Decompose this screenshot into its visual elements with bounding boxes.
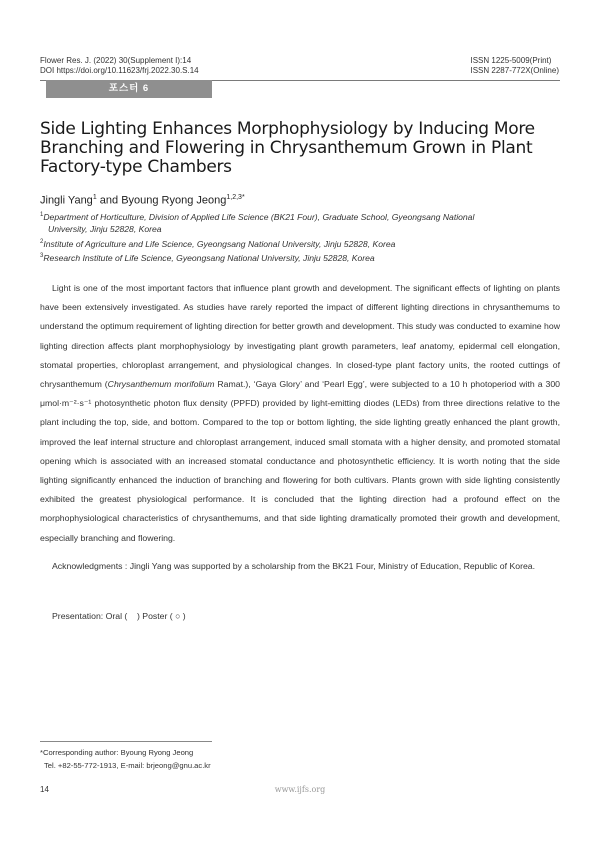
author-1: Jingli Yang — [40, 194, 93, 207]
abstract — [40, 279, 560, 548]
issn-block — [471, 56, 560, 76]
issn-online: ISSN 2287-772X(Online) — [470, 66, 559, 75]
doi-text[interactable]: DOI https://doi.org/10.11623/frj.2022.30.S.14 — [40, 66, 199, 75]
site-url[interactable]: www.ijfs.org — [274, 785, 326, 794]
acknowledgments: Acknowledgments : Jingli Yang was supported by a scholarship from the BK21 Four, Ministry of Education, Republic of Korea. — [52, 561, 536, 571]
paper-title: Side Lighting Enhances Morphophysiology by Inducing More Branching and Flowering in Chrysanthemum Grown in Plant Factory-type Chambers — [40, 119, 535, 177]
abstract-part-2: Ramat.), ‘Gaya Glory’ and ‘Pearl Egg’, were subjected to a 10 h photoperiod with a 300 μmol·m⁻²·s⁻¹ photosynthetic photon flux density (PPFD) provided by light-emitting diodes (LEDs) from three directions relative to the plant including the top, side, and bottom. Compared to the top or bottom lighting, the side lighting greatly enhanced the plant growth, improved the leaf internal structure and chloroplast arrangement, induced small stomata with a higher density, and promoted stomatal opening which is associated with an increased stomatal conductance and photosynthetic efficiency. It is worth noting that the side lighting significantly enhanced the induction of branching and flowering for both cultivars. Plants grown with side lighting consistently exhibited the greatest physiological performance. It is concluded that the lighting direction had a profound effect on the morphophysiological characteristics of chrysanthemums, and that side lighting dramatically promoted their growth and development, especially branching and flowering. — [40, 379, 561, 543]
presentation-type: Presentation: Oral ( ) Poster ( ○ ) — [52, 611, 186, 621]
author-2: Byoung Ryong Jeong — [121, 194, 227, 207]
corresponding-author: *Corresponding author: Byoung Ryong Jeong — [40, 748, 194, 757]
journal-header — [40, 56, 199, 76]
affiliation-2: $^2$Institute of Agriculture and Life Science, Gyeongsang National University, Jinju 52828, Korea — [40, 238, 396, 249]
affiliation-1: $^1$Department of Horticulture, Division of Applied Life Science (BK21 Four), Graduate School, Gyeongsang National — [40, 211, 475, 222]
affiliation-3: $^3$Research Institute of Life Science, Gyeongsang National University, Jinju 52828, Korea — [40, 253, 375, 264]
page-number: 14 — [40, 785, 49, 794]
abstract-part-1: Light is one of the most important factors that influence plant growth and development. The significant effects of lighting on plants have been extensively investigated. As studies have rarely reported the impact of different lighting directions in chrysanthemums to understand the optimum requirement of lighting direction for better growth and development. This study was conducted to examine how lighting direction affects plant morphophysiology by investigating plant growth parameters, leaf anatomy, epidermal cell elongation, stomatal properties, chloroplast arrangement, and physiological changes. In closed-type plant factory units, the rooted cuttings of chrysanthemum ( — [40, 283, 560, 390]
author-line — [40, 194, 245, 207]
author-1-sup: 1 — [92, 194, 97, 201]
footnote-divider — [40, 741, 212, 742]
footnote — [40, 746, 211, 772]
affiliations — [40, 209, 560, 265]
contact-info: Tel. +82-55-772-1913, E-mail: brjeong@gnu.ac.kr — [44, 761, 211, 770]
author-2-sup: 1,2,3* — [226, 194, 245, 201]
section-tag: 포스터 6 — [46, 80, 212, 98]
affiliation-1-cont: University, Jinju 52828, Korea — [48, 224, 162, 235]
species-name: Chrysanthemum morifolium — [107, 379, 215, 390]
journal-citation: Flower Res. J. (2022) 30(Supplement I):14 — [40, 56, 192, 65]
author-conjunction: and — [96, 194, 122, 207]
issn-print: ISSN 1225-5009(Print) — [470, 56, 552, 65]
